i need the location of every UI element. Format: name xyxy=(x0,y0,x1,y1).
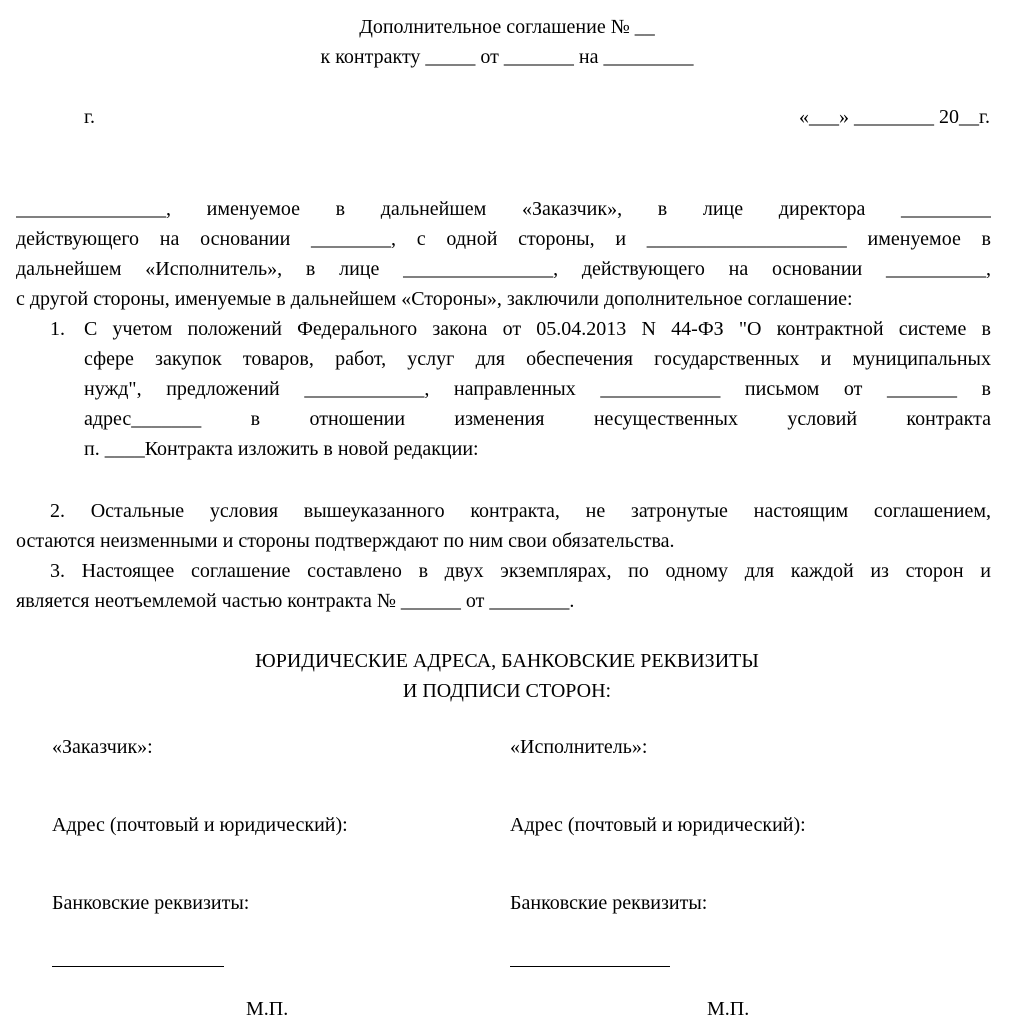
item1-number: 1. xyxy=(50,318,65,340)
item1-line: п. ____Контракта изложить в новой редакции: xyxy=(84,438,479,460)
contractor-stamp: М.П. xyxy=(707,998,750,1020)
document-title: Дополнительное соглашение № __ xyxy=(359,16,655,38)
document-subtitle: к контракту _____ от _______ на _________ xyxy=(320,46,694,68)
item3-line: является неотъемлемой частью контракта № ______ от ________. xyxy=(16,590,575,612)
item2-line: 2. Остальные условия вышеуказанного контракта, не затронутые настоящим соглашением, xyxy=(50,500,991,522)
item3-line: 3. Настоящее соглашение составлено в двух экземплярах, по одному для каждой из сторон и xyxy=(50,560,991,582)
date-field: «___» ________ 20__г. xyxy=(799,106,990,128)
customer-signature-line xyxy=(52,966,224,967)
customer-bank-label: Банковские реквизиты: xyxy=(52,892,250,914)
preamble xyxy=(16,194,991,314)
contractor-bank-label: Банковские реквизиты: xyxy=(510,892,708,914)
item1-line: С учетом положений Федерального закона от 05.04.2013 N 44-ФЗ "О контрактной системе в xyxy=(84,318,991,340)
requisites-heading: ЮРИДИЧЕСКИЕ АДРЕСА, БАНКОВСКИЕ РЕКВИЗИТЫ xyxy=(255,650,759,672)
item3-text xyxy=(16,556,991,616)
preamble-line: дальнейшем «Исполнитель», в лице _______________, действующего на основании __________, xyxy=(16,258,991,280)
customer-address-label: Адрес (почтовый и юридический): xyxy=(52,814,348,836)
item1-line: сфере закупок товаров, работ, услуг для обеспечения государственных и муниципальных xyxy=(84,348,991,370)
contractor-label: «Исполнитель»: xyxy=(510,736,648,758)
contractor-address-label: Адрес (почтовый и юридический): xyxy=(510,814,806,836)
item2-line: остаются неизменными и стороны подтверждают по ним свои обязательства. xyxy=(16,530,675,552)
customer-stamp: М.П. xyxy=(246,998,289,1020)
customer-label: «Заказчик»: xyxy=(52,736,153,758)
requisites-heading-2: И ПОДПИСИ СТОРОН: xyxy=(402,680,612,702)
item1-text xyxy=(84,314,991,464)
preamble-line: действующего на основании ________, с одной стороны, и ____________________ именуемое в xyxy=(16,228,991,250)
preamble-line: с другой стороны, именуемые в дальнейшем «Стороны», заключили дополнительное соглашение: xyxy=(16,288,853,310)
city-field: г. xyxy=(84,106,95,128)
item2-text xyxy=(16,496,991,556)
contractor-signature-line xyxy=(510,966,670,967)
item1-line: адрес_______ в отношении изменения несущественных условий контракта xyxy=(84,408,991,430)
item1-line: нужд", предложений ____________, направленных ____________ письмом от _______ в xyxy=(84,378,991,400)
preamble-line: _______________, именуемое в дальнейшем «Заказчик», в лице директора _________ xyxy=(16,198,991,220)
